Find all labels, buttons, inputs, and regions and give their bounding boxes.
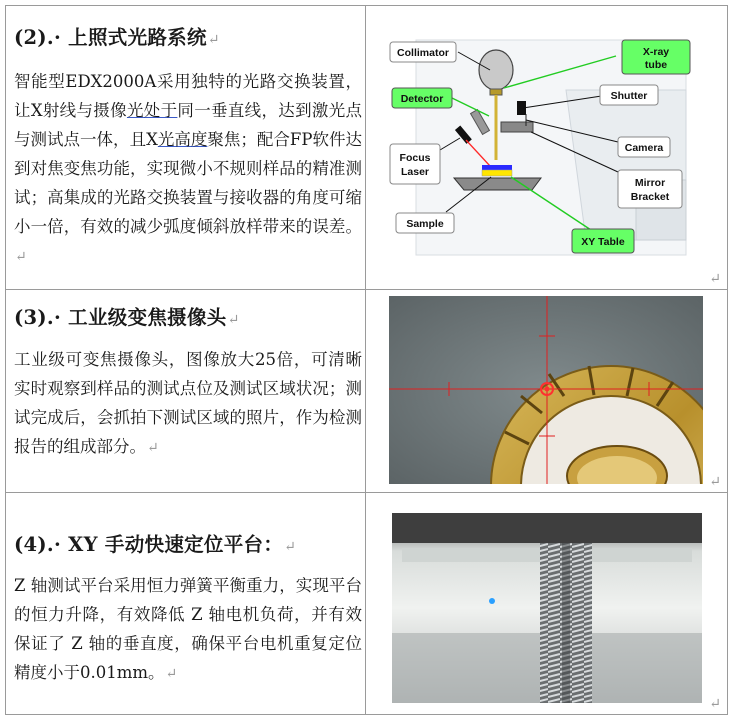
label-sample: Sample bbox=[406, 218, 444, 230]
label-xray-tube-line1: X-ray bbox=[642, 46, 670, 58]
section-paragraph: 智能型EDX2000A采用独特的光路交换装置，让X射线与摄像光处于同一垂直线，达到激光点与测试点一体，且X光高度聚焦；配合FP软件达到对焦变焦功能，实现微小不规则样品的精准测试；高集成的光路交换装置与接收器的角度可缩小一倍，有效的减少弧度倾斜放样带来的误差。↵ bbox=[14, 72, 363, 265]
label-xy-table: XY Table bbox=[581, 236, 625, 248]
label-xray-tube-line2: tube bbox=[644, 59, 668, 71]
label-detector: Detector bbox=[400, 93, 444, 105]
label-camera: Camera bbox=[624, 142, 664, 154]
table-row bbox=[6, 6, 727, 290]
label-mirror-bracket-line1: Mirror bbox=[634, 177, 666, 189]
table-row bbox=[6, 493, 727, 714]
label-collimator: Collimator bbox=[397, 47, 449, 59]
section-heading: (4).· XY 手动快速定位平台：↵ bbox=[14, 533, 297, 556]
feature-table bbox=[5, 5, 728, 715]
table-cell-text bbox=[6, 290, 366, 492]
table-cell-image bbox=[366, 6, 727, 289]
optical-path-diagram bbox=[386, 30, 706, 260]
label-shutter: Shutter bbox=[610, 90, 648, 102]
table-cell-text bbox=[6, 6, 366, 289]
label-focus-laser-line1: Focus bbox=[399, 152, 431, 164]
section-heading: (3).· 工业级变焦摄像头↵ bbox=[14, 306, 240, 329]
z-axis-spring-photo bbox=[392, 513, 702, 703]
table-cell-image bbox=[366, 493, 727, 714]
camera-view-photo bbox=[389, 296, 703, 484]
cell-end-mark: ↵ bbox=[709, 696, 721, 712]
table-cell-text bbox=[6, 493, 366, 714]
label-focus-laser-line2: Laser bbox=[400, 166, 430, 178]
label-mirror-bracket-line2: Bracket bbox=[630, 191, 670, 203]
cell-end-mark: ↵ bbox=[709, 474, 721, 490]
table-row bbox=[6, 290, 727, 493]
table-cell-image bbox=[366, 290, 727, 492]
section-paragraph: Z 轴测试平台采用恒力弹簧平衡重力，实现平台的恒力升降，有效降低 Z 轴电机负荷，并有效保证了 Z 轴的垂直度，确保平台电机重复定位精度小于0.01mm。↵ bbox=[14, 576, 362, 682]
section-heading: (2).· 上照式光路系统↵ bbox=[14, 26, 220, 49]
cell-end-mark: ↵ bbox=[709, 271, 721, 287]
section-paragraph: 工业级可变焦摄像头，图像放大25倍，可清晰实时观察到样品的测试点位及测试区域状况；测试完成后，会抓拍下测试区域的照片，作为检测报告的组成部分。↵ bbox=[14, 350, 362, 456]
